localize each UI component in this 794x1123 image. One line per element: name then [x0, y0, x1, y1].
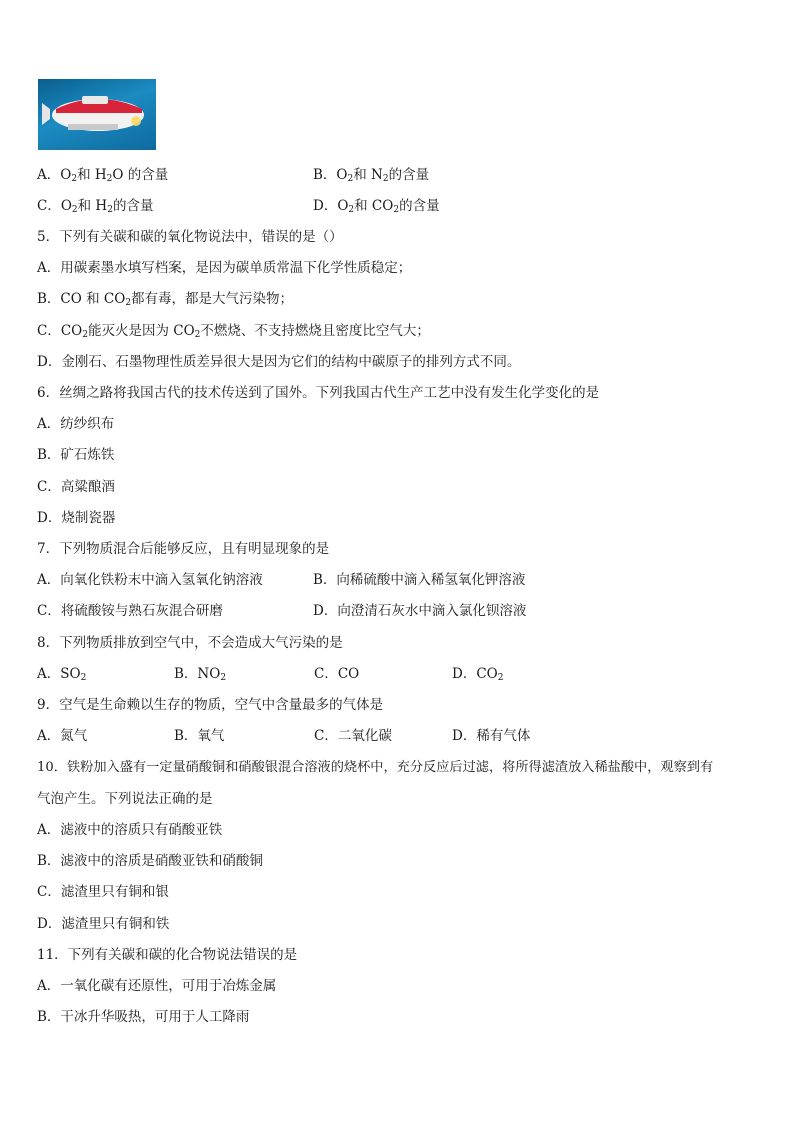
q11-option-a[interactable]: A．一氧化碳有还原性，可用于冶炼金属 [37, 978, 277, 994]
q9-option-a[interactable]: A．氮气 [37, 728, 88, 744]
q11-option-b[interactable]: B．干冰升华吸热，可用于人工降雨 [37, 1009, 250, 1025]
q11-stem: 11．下列有关碳和碳的化合物说法错误的是 [37, 947, 298, 963]
q10-option-b[interactable]: B．滤液中的溶质是硝酸亚铁和硝酸铜 [37, 853, 263, 869]
q4-option-a[interactable]: A．$O_2$和 $H_2O$ 的含量 [37, 167, 169, 184]
q6-option-b[interactable]: B．矿石炼铁 [37, 447, 115, 463]
q10-option-a[interactable]: A．滤液中的溶质只有硝酸亚铁 [37, 822, 223, 838]
q10-stem-line1: 10．铁粉加入盛有一定量硝酸铜和硝酸银混合溶液的烧杯中，充分反应后过滤，将所得滤渣放入稀盐酸中，观察到有 [37, 760, 714, 775]
q9-option-d[interactable]: D．稀有气体 [452, 728, 531, 744]
q7-option-a[interactable]: A．向氧化铁粉末中滴入氢氧化钠溶液 [37, 572, 263, 588]
q7-stem: 7．下列物质混合后能够反应，且有明显现象的是 [37, 541, 330, 557]
q4-option-d[interactable]: D．$O_2$和 $CO_2$的含量 [313, 198, 440, 215]
q8-option-b[interactable]: B．$NO_2$ [174, 666, 227, 683]
q8-option-a[interactable]: A．$SO_2$ [37, 666, 87, 683]
q5-option-a[interactable]: A．用碳素墨水填写档案，是因为碳单质常温下化学性质稳定； [37, 260, 412, 276]
submersible-illustration [38, 79, 156, 150]
q6-stem: 6．丝绸之路将我国古代的技术传送到了国外。下列我国古代生产工艺中没有发生化学变化的是 [37, 385, 600, 401]
q5-option-d[interactable]: D．金刚石、石墨物理性质差异很大是因为它们的结构中碳原子的排列方式不同。 [37, 354, 521, 370]
q6-option-c[interactable]: C．高粱酿酒 [37, 479, 115, 495]
q8-stem: 8．下列物质排放到空气中，不会造成大气污染的是 [37, 635, 343, 651]
q10-option-c[interactable]: C．滤渣里只有铜和银 [37, 884, 169, 900]
q4-option-b[interactable]: B．$O_2$和 $N_2$的含量 [313, 167, 430, 184]
q9-option-c[interactable]: C．二氧化碳 [314, 728, 392, 744]
q10-stem-line2: 气泡产生。下列说法正确的是 [37, 791, 213, 807]
q5-option-b[interactable]: B．CO 和 $CO_2$都有毒，都是大气污染物； [37, 291, 294, 308]
q7-option-c[interactable]: C．将硫酸铵与熟石灰混合研磨 [37, 603, 223, 619]
q8-option-c[interactable]: C．CO [314, 666, 360, 682]
q9-option-b[interactable]: B．氧气 [174, 728, 225, 744]
q10-option-d[interactable]: D．滤渣里只有铜和铁 [37, 916, 170, 932]
q7-option-b[interactable]: B．向稀硫酸中滴入稀氢氧化钾溶液 [313, 572, 526, 588]
q5-option-c[interactable]: C．$CO_2$能灭火是因为 $CO_2$不燃烧、不支持燃烧且密度比空气大； [37, 323, 430, 340]
q5-stem: 5．下列有关碳和碳的氧化物说法中，错误的是（） [37, 229, 343, 245]
q6-option-a[interactable]: A．纺纱织布 [37, 416, 115, 432]
q7-option-d[interactable]: D．向澄清石灰水中滴入氯化钡溶液 [313, 603, 527, 619]
submersible-image [38, 79, 156, 150]
q4-option-c[interactable]: C．$O_2$和 $H_2$的含量 [37, 198, 154, 215]
q8-option-d[interactable]: D．$CO_2$ [452, 666, 504, 683]
q6-option-d[interactable]: D．烧制瓷器 [37, 510, 116, 526]
q9-stem: 9．空气是生命赖以生存的物质，空气中含量最多的气体是 [37, 697, 384, 713]
